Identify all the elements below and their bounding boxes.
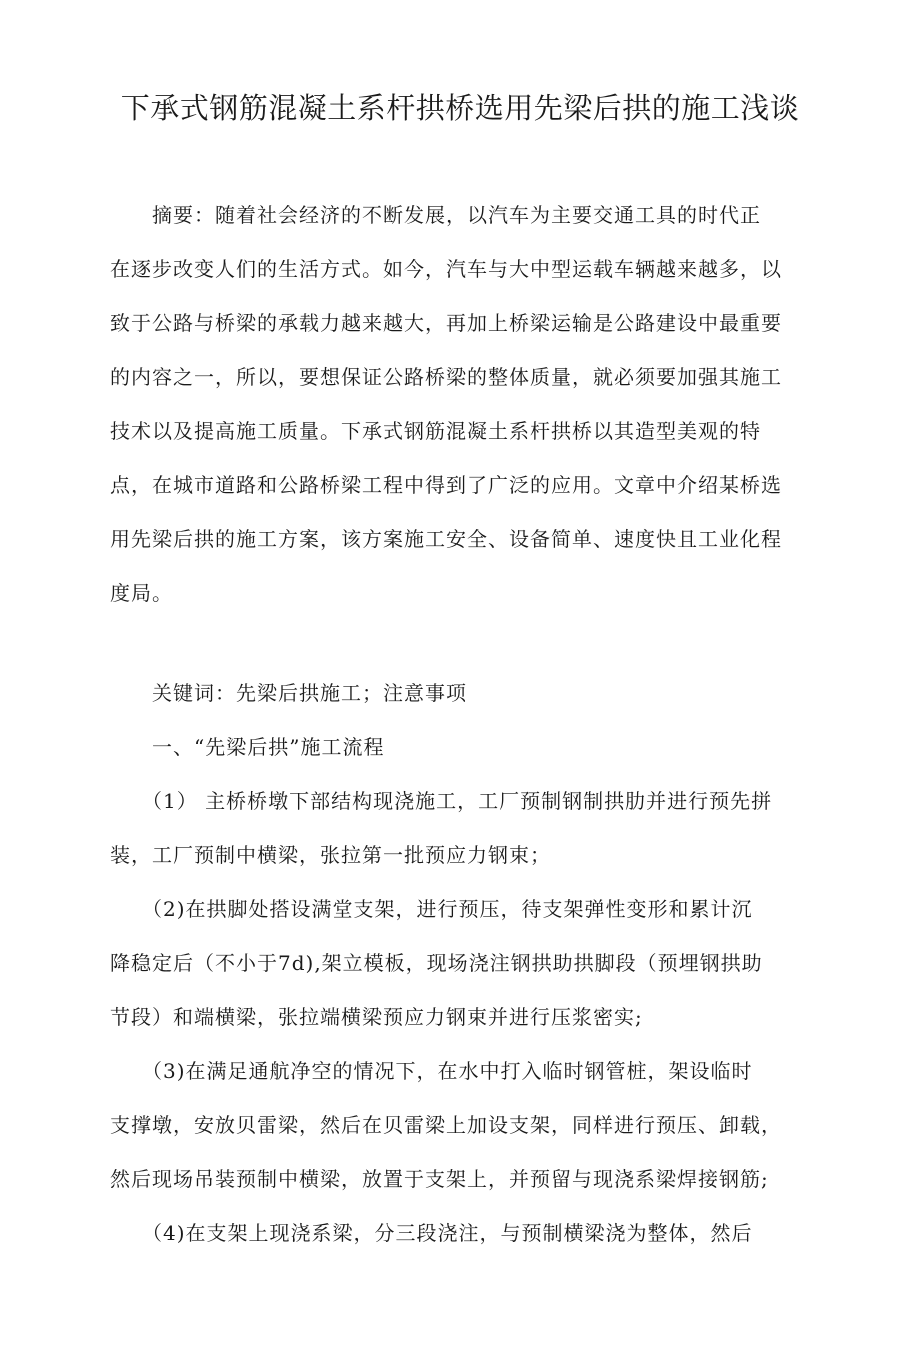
step-line: 支撑墩，安放贝雷梁，然后在贝雷梁上加设支架，同样进行预压、卸载， [110, 1113, 782, 1137]
keywords-line: 关键词：先梁后拱施工；注意事项 [110, 681, 467, 705]
abstract-line: 在逐步改变人们的生活方式。如今，汽车与大中型运载车辆越来越多，以 [110, 257, 782, 281]
step-line: （2)在拱脚处搭设满堂支架，进行预压，待支架弹性变形和累计沉 [110, 897, 753, 921]
abstract-line: 技术以及提高施工质量。下承式钢筋混凝土系杆拱桥以其造型美观的特 [110, 419, 761, 443]
step-line: 节段）和端横梁，张拉端横梁预应力钢束并进行压浆密实; [110, 1005, 643, 1029]
step-1-paragraph [110, 774, 800, 882]
step-line: （4)在支架上现浇系梁，分三段浇注，与预制横梁浇为整体，然后 [110, 1221, 753, 1245]
section-heading-line: 一、“先梁后拱”施工流程 [110, 735, 385, 759]
abstract-line: 的内容之一，所以，要想保证公路桥梁的整体质量，就必须要加强其施工 [110, 365, 782, 389]
abstract-line: 点，在城市道路和公路桥梁工程中得到了广泛的应用。文章中介绍某桥选 [110, 473, 782, 497]
abstract-line: 致于公路与桥梁的承载力越来越大，再加上桥梁运输是公路建设中最重要 [110, 311, 782, 335]
step-line: （3)在满足通航净空的情况下，在水中打入临时钢管桩，架设临时 [110, 1059, 753, 1083]
keywords-paragraph [110, 666, 800, 720]
step-2-paragraph [110, 882, 800, 1044]
step-line: 装，工厂预制中横梁，张拉第一批预应力钢束； [110, 843, 551, 867]
step-line: （1） 主桥桥墩下部结构现浇施工，工厂预制钢制拱肋并进行预先拼 [110, 789, 773, 813]
step-line: 然后现场吊装预制中横梁，放置于支架上，并预留与现浇系梁焊接钢筋; [110, 1167, 769, 1191]
step-4-paragraph [110, 1206, 800, 1260]
step-3-paragraph [110, 1044, 800, 1206]
abstract-paragraph [110, 188, 800, 620]
section-heading [110, 720, 800, 774]
abstract-line: 摘要：随着社会经济的不断发展，以汽车为主要交通工具的时代正 [110, 203, 761, 227]
document-title: 下承式钢筋混凝土系杆拱桥选用先梁后拱的施工浅谈 [120, 91, 800, 125]
abstract-line: 用先梁后拱的施工方案，该方案施工安全、设备简单、速度快且工业化程 [110, 527, 782, 551]
step-line: 降稳定后（不小于7d),架立模板，现场浇注钢拱助拱脚段（预埋钢拱助 [110, 951, 763, 975]
abstract-line: 度局。 [110, 581, 173, 605]
